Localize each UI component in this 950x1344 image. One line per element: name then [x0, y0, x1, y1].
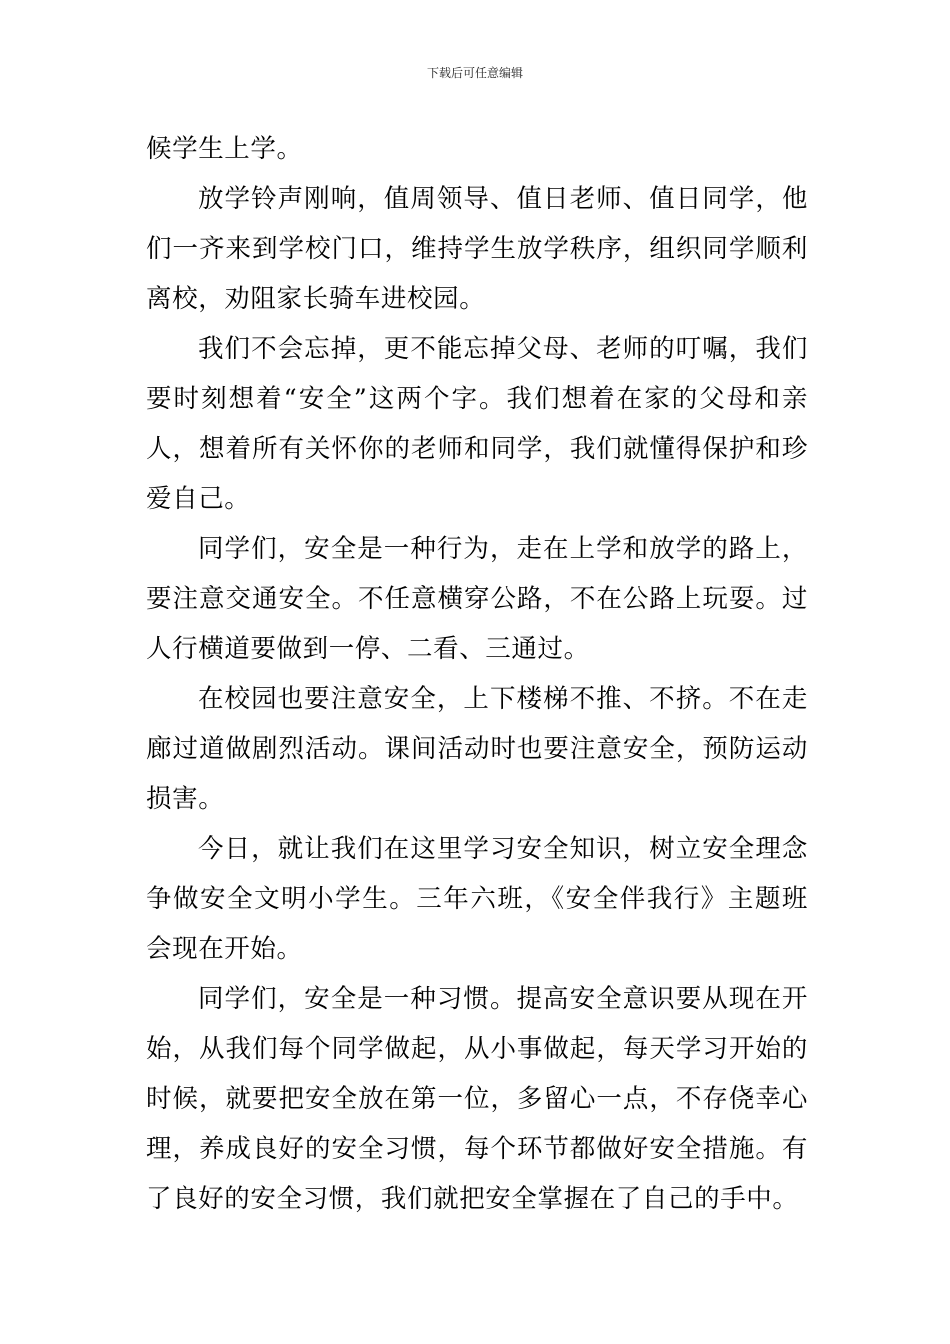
paragraph: 同学们，安全是一种习惯。提高安全意识要从现在开始，从我们每个同学做起，从小事做起，每天学习开始的时候，就要把安全放在第一位，多留心一点，不存侥幸心理，养成良好的安全习惯，每个环节都做好安全措施。有了良好的安全习惯，我们就把安全掌握在了自己的手中。 — [146, 984, 808, 1214]
paragraph: 在校园也要注意安全，上下楼梯不推、不挤。不在走廊过道做剧烈活动。课间活动时也要注意安全，预防运动损害。 — [146, 684, 808, 814]
document-body — [146, 124, 808, 1224]
page-header: 下载后可任意编辑 — [426, 66, 523, 80]
paragraph: 同学们，安全是一种行为，走在上学和放学的路上，要注意交通安全。不任意横穿公路，不在公路上玩耍。过人行横道要做到一停、二看、三通过。 — [146, 534, 808, 664]
paragraph: 我们不会忘掉，更不能忘掉父母、老师的叮嘱，我们要时刻想着“安全”这两个字。我们想着在家的父母和亲人，想着所有关怀你的老师和同学，我们就懂得保护和珍爱自己。 — [146, 334, 808, 514]
paragraph: 今日，就让我们在这里学习安全知识，树立安全理念争做安全文明小学生。三年六班，《安全伴我行》主题班会现在开始。 — [146, 834, 808, 964]
paragraph-continuation: 候学生上学。 — [146, 134, 303, 164]
paragraph: 放学铃声刚响，值周领导、值日老师、值日同学，他们一齐来到学校门口，维持学生放学秩序，组织同学顺利离校，劝阻家长骑车进校园。 — [146, 184, 808, 314]
